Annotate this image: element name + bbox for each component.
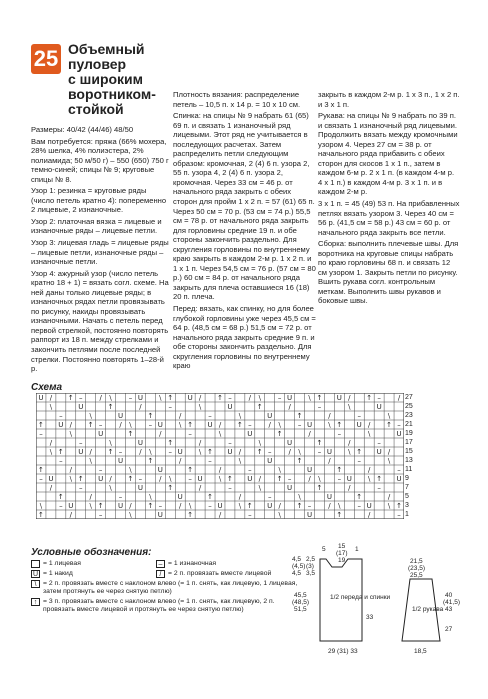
chart-stitch-symbol: – (357, 456, 361, 465)
chart-stitch-symbol: / (99, 393, 102, 402)
chart-stitch-symbol: – (208, 456, 212, 465)
chart-stitch-symbol: \ (159, 393, 162, 402)
chart-stitch-symbol: ↑ (107, 402, 114, 411)
chart-stitch-symbol: \ (258, 438, 261, 447)
chart-stitch-symbol: ↑ (77, 474, 84, 483)
chart-stitch-symbol: – (317, 447, 322, 456)
pattern-diagram (290, 541, 480, 661)
chart-stitch-symbol: U (306, 420, 313, 429)
svg-text:1: 1 (355, 546, 359, 553)
chart-stitch-symbol: \ (129, 420, 132, 429)
chart-stitch-symbol: / (198, 438, 202, 447)
chart-stitch-symbol: / (218, 510, 222, 519)
chart-stitch-symbol: / (89, 447, 92, 456)
chart-stitch-symbol: \ (368, 474, 371, 483)
chart-stitch-symbol: U (98, 474, 104, 483)
chart-stitch-symbol: U (376, 447, 382, 456)
chart-stitch-symbol: U (336, 393, 342, 402)
chart-stitch-symbol: \ (238, 411, 242, 420)
chart-stitch-symbol: U (177, 447, 183, 456)
chart-stitch-symbol: / (387, 447, 391, 456)
chart-stitch-symbol: – (307, 501, 312, 510)
chart-stitch-symbol: U (68, 501, 74, 510)
chart-stitch-symbol: – (168, 447, 173, 456)
pattern-number-badge: 25 (31, 44, 61, 74)
chart-stitch-symbol: / (49, 393, 53, 402)
chart-stitch-symbol: \ (328, 420, 331, 429)
chart-stitch-symbol: – (138, 474, 143, 483)
chart-stitch-symbol: ↑ (276, 474, 283, 483)
chart-stitch-symbol: \ (49, 447, 53, 456)
chart-stitch-symbol: ↑ (38, 420, 44, 429)
chart-stitch-symbol: – (59, 501, 63, 510)
chart-stitch-symbol: – (248, 420, 252, 429)
chart-stitch-symbol: ↑ (187, 465, 194, 474)
chart-stitch-symbol: \ (109, 483, 112, 492)
chart-stitch-symbol: U (306, 510, 313, 519)
chart-stitch-symbol: \ (69, 474, 72, 483)
chart-stitch-symbol: ↑ (336, 420, 343, 429)
chart-stitch-symbol: \ (348, 447, 351, 456)
chart-stitch-symbol: \ (387, 456, 391, 465)
chart-stitch-symbol: – (98, 510, 103, 519)
chart-stitch-symbol: – (297, 420, 302, 429)
chart-stitch-symbol: – (208, 501, 212, 510)
chart-stitch-symbol: / (139, 447, 142, 456)
chart-stitch-symbol: – (397, 510, 401, 519)
chart-stitch-symbol: U (366, 501, 372, 510)
chart-stitch-symbol: – (128, 393, 133, 402)
chart-stitch-symbol: \ (69, 429, 72, 438)
chart-stitch-symbol: ↑ (236, 420, 243, 429)
chart-stitch-symbol: / (179, 411, 182, 420)
pattern-1: Узор 1: резинка = круговые ряды (число петель кратно 4): попеременно 2 лицевые, 2 изнаночные. (31, 186, 167, 215)
chart-stitch-symbol: U (396, 474, 402, 483)
chart-stitch-symbol: \ (179, 420, 182, 429)
column-back-front (173, 90, 316, 373)
chart-stitch-symbol: \ (218, 429, 222, 438)
chart-stitch-symbol: \ (188, 501, 192, 510)
schema-title: Схема (31, 382, 63, 393)
chart-stitch-symbol: U (117, 456, 124, 465)
svg-text:(4,5): (4,5) (292, 563, 306, 570)
chart-stitch-symbol: \ (238, 501, 242, 510)
chart-stitch-symbol: – (277, 393, 282, 402)
chart-stitch-symbol: ↑ (127, 429, 134, 438)
chart-stitch-symbol: \ (89, 456, 92, 465)
chart-stitch-symbol: / (288, 402, 291, 411)
chart-stitch-symbol: \ (298, 492, 301, 501)
svg-text:40: 40 (445, 592, 453, 599)
chart-stitch-symbol: / (179, 456, 182, 465)
chart-stitch-symbol: ↑ (67, 393, 74, 402)
chart-stitch-symbol: U (287, 393, 293, 402)
chart-stitch-symbol: U (177, 492, 183, 501)
chart-stitch-symbol: U (267, 456, 273, 465)
chart-stitch-symbol: U (326, 447, 332, 456)
ssk-symbol-icon: \ (31, 580, 40, 588)
chart-stitch-symbol: ↑ (167, 438, 174, 447)
sk2p-symbol-icon: ↑ (31, 598, 40, 606)
chart-stitch-symbol: \ (278, 510, 281, 519)
chart-stitch-symbol: ↑ (187, 510, 194, 519)
chart-stitch-symbol: ↑ (316, 393, 323, 402)
chart-stitch-symbol: – (248, 510, 252, 519)
chart-stitch-symbol: – (248, 465, 252, 474)
chart-stitch-symbol: ↑ (167, 483, 174, 492)
chart-stitch-symbol: – (377, 483, 381, 492)
chart-stitch-symbol: U (287, 438, 293, 447)
chart-stitch-symbol: \ (348, 402, 351, 411)
chart-stitch-symbol: / (328, 501, 331, 510)
chart-stitch-symbol: U (137, 483, 143, 492)
svg-text:(17): (17) (336, 550, 348, 557)
chart-stitch-symbol: U (157, 420, 163, 429)
chart-stitch-symbol: U (78, 402, 84, 411)
chart-stitch-symbol: U (58, 420, 64, 429)
chart-stitch-symbol: ↑ (396, 501, 402, 510)
chart-stitch-symbol: ↑ (376, 474, 383, 483)
chart-stitch-symbol: \ (387, 501, 391, 510)
chart-stitch-symbol: / (348, 393, 351, 402)
pattern-3: Узор 3: лицевая гладь = лицевые ряды – лицевые петли, изнаночные ряды – изнаночные петли. (31, 238, 169, 267)
chart-stitch-symbol: / (198, 393, 202, 402)
chart-stitch-symbol: – (79, 438, 83, 447)
chart-stitch-symbol: ↑ (207, 447, 213, 456)
chart-stitch-symbol: ↑ (296, 411, 303, 420)
chart-stitch-symbol: U (346, 474, 352, 483)
knit-symbol-icon (31, 560, 40, 568)
chart-stitch-symbol: / (268, 420, 271, 429)
chart-stitch-symbol: ↑ (187, 420, 194, 429)
k2tog-symbol-icon: / (156, 570, 165, 578)
sleeves-continued: 3 х 1 п. = 45 (49) 53 п. На прибавленных петлях вязать узором 3. Через 40 см = 56 р. (41,5 см = 58 р.) 43 см = 60 р. от начального ряда закрыть все петли. (318, 199, 460, 237)
chart-stitch-symbol: ↑ (356, 447, 363, 456)
sizes: Размеры: 40/42 (44/46) 48/50 (31, 125, 134, 134)
chart-stitch-symbol: ↑ (386, 420, 393, 429)
chart-stitch-symbol: – (228, 393, 232, 402)
chart-stitch-symbol: \ (238, 456, 242, 465)
chart-stitch-symbol: / (308, 474, 311, 483)
chart-stitch-symbol: / (348, 438, 351, 447)
chart-stitch-symbol: – (39, 474, 43, 483)
legend-title: Условные обозначения: (31, 547, 152, 558)
chart-stitch-symbol: ↑ (227, 474, 233, 483)
chart-stitch-symbol: \ (308, 393, 311, 402)
chart-stitch-symbol: ↑ (38, 465, 44, 474)
chart-stitch-symbol: ↑ (217, 393, 223, 402)
chart-stitch-symbol: ↑ (57, 492, 64, 501)
chart-stitch-symbol: ↑ (97, 501, 104, 510)
pattern-body-label: 1/2 переда и спинки (330, 594, 391, 601)
chart-stitch-symbol: ↑ (167, 393, 174, 402)
chart-stitch-symbol: / (387, 492, 391, 501)
purl-symbol-icon: – (156, 560, 165, 568)
chart-stitch-symbol: – (377, 438, 381, 447)
svg-text:25,5: 25,5 (410, 572, 423, 579)
chart-stitch-symbol: \ (49, 402, 53, 411)
chart-stitch-symbol: – (59, 456, 63, 465)
chart-stitch-symbol: / (328, 456, 331, 465)
chart-stitch-symbol: U (267, 501, 273, 510)
chart-stitch-symbol: / (89, 492, 92, 501)
chart-stitch-symbol: \ (278, 465, 281, 474)
chart-stitch-symbol: / (368, 510, 371, 519)
chart-stitch-symbol: – (267, 447, 272, 456)
chart-stitch-symbol: / (218, 420, 222, 429)
svg-text:5: 5 (322, 546, 326, 553)
chart-stitch-symbol: – (357, 501, 361, 510)
svg-text:27: 27 (445, 626, 453, 633)
pattern-title: Объемный пуловер с широким воротником- стойкой (68, 41, 156, 117)
legend-item-ssk: \ = 2 п. провязать вместе с наклоном влево (= 1 п. снять, как лицевую, 1 лицевая, затем протянуть ее через снятую петлю) (31, 580, 301, 596)
chart-stitch-symbol: \ (109, 438, 112, 447)
back-instructions: Спинка: на спицы № 9 набрать 61 (65) 69 п. и связать 1 изнаночный ряд лицевыми. Этот ряд не учитывается в последующих расчетах. Затем распределить петли следующим образом: кромочная, 2 (4) 6 п. узора 2, 55 п. узора 4, 2 (4) 6 п. узора 2, кромочная. Через 33 см = 46 р. от начального ряда закрыть с обеих сторон для пройм 1 х 2 п. = 57 (61) 65 п. Через 50 см = 70 р. (53 см = 74 р.) 55,5 см = 78 р. от начального ряда закрыть для горловины средние 19 п. и обе стороны закончить раздельно. Для скругления горловины по внутреннему краю закрыть в каждом 2-м р. 1 х 2 п. и 1 х 1 п. Через 54,5 см = 76 р. (57 см = 80 р.) 60 см = 84 р. от начального ряда закрыть для плеча оставшиеся 16 (18) 20 п. плеча. (173, 111, 316, 302)
chart-stitch-symbol: – (397, 420, 401, 429)
chart-stitch-symbol: – (228, 438, 232, 447)
chart-stitch-symbol: ↑ (276, 429, 283, 438)
chart-stitch-symbol: U (137, 438, 143, 447)
chart-stitch-symbol: / (278, 501, 281, 510)
chart-stitch-symbol: / (288, 447, 291, 456)
chart-stitch-symbol: \ (149, 492, 152, 501)
svg-text:4,5: 4,5 (292, 570, 302, 577)
chart-stitch-symbol: \ (198, 447, 202, 456)
chart-stitch-symbol: / (328, 411, 331, 420)
chart-stitch-symbol: ↑ (147, 456, 154, 465)
knitting-chart-grid (36, 393, 404, 519)
chart-stitch-symbol: ↑ (316, 483, 323, 492)
svg-text:21,5: 21,5 (410, 558, 423, 565)
chart-stitch-symbol: U (267, 411, 273, 420)
chart-stitch-symbol: – (118, 492, 123, 501)
chart-stitch-symbol: ↑ (147, 411, 154, 420)
chart-stitch-symbol: / (69, 420, 72, 429)
density: Плотность вязания: распределение петель – 10,5 п. х 14 р. = 10 х 10 см. (173, 90, 301, 109)
chart-stitch-symbol: / (129, 501, 132, 510)
svg-text:4,5: 4,5 (292, 556, 302, 563)
chart-stitch-symbol: – (188, 474, 192, 483)
chart-stitch-symbol: U (157, 510, 163, 519)
legend-item-sk2p: ↑ = 3 п. провязать вместе с наклоном влево (= 1 п. снять, как лицевую, 2 п. провязать вместе лицевой и протянуть ее через снятую петлю) (31, 598, 301, 614)
chart-stitch-symbol: – (59, 411, 63, 420)
chart-stitch-symbol: ↑ (336, 465, 343, 474)
svg-text:51,5: 51,5 (294, 606, 307, 613)
chart-stitch-symbol: / (49, 438, 53, 447)
chart-stitch-symbol: / (109, 474, 112, 483)
chart-stitch-symbol: / (368, 465, 371, 474)
chart-stitch-symbol: ↑ (57, 447, 64, 456)
chart-stitch-symbol: U (117, 411, 124, 420)
chart-stitch-symbol: U (207, 420, 213, 429)
legend-item-k2tog: / = 2 п. провязать вместе лицевой (156, 570, 306, 578)
chart-stitch-symbol: ↑ (147, 501, 154, 510)
chart-stitch-symbol: U (187, 393, 193, 402)
chart-stitch-symbol: \ (258, 393, 261, 402)
chart-stitch-symbol: \ (149, 447, 152, 456)
chart-stitch-symbol: / (308, 429, 311, 438)
svg-text:(23,5): (23,5) (408, 565, 425, 572)
chart-stitch-symbol: ↑ (107, 447, 114, 456)
chart-stitch-symbol: – (337, 429, 342, 438)
sleeves-instructions: Рукава: на спицы № 9 набрать по 39 п. и связать 1 изнаночный ряд лицевыми. Продолжить вязать между кромочными узором 4. Через 27 см = 38 р. от начального ряда прибавить с обеих сторон для скосов 1 х 1 п., затем в каждом 6-м р. 2 х 1 п. (в каждом 4-м р. 4 х 1 п.) в каждом 4-м р. 3 х 1 п. и в каждом 2-м р. (318, 111, 458, 197)
front-instructions: Перед: вязать, как спинку, но для более глубокой горловины уже через 45,5 см = 64 р. (48,5 см = 68 р.) 51,5 см = 72 р. от начального ряда закрыть средние 9 п. и обе стороны закончить раздельно. Для скругления горловины по внутреннему краю (173, 304, 316, 371)
pattern-width-label: 29 (31) 33 (328, 648, 358, 655)
legend-item-knit: = 1 лицевая (31, 560, 151, 568)
chart-stitch-symbol: / (397, 393, 401, 402)
chart-row-numbers: 27 25 23 21 19 17 15 13 11 9 7 5 3 1 (405, 394, 413, 518)
chart-stitch-symbol: U (287, 483, 293, 492)
chart-stitch-symbol: ↑ (246, 501, 253, 510)
chart-stitch-symbol: / (159, 429, 162, 438)
chart-stitch-symbol: – (39, 429, 43, 438)
chart-stitch-symbol: U (78, 447, 84, 456)
chart-stitch-symbol: – (168, 402, 173, 411)
chart-stitch-symbol: U (137, 393, 143, 402)
chart-stitch-symbol: / (179, 501, 182, 510)
chart-stitch-symbol: – (208, 411, 212, 420)
chart-stitch-symbol: \ (278, 420, 281, 429)
chart-stitch-symbol: – (148, 420, 153, 429)
chart-stitch-symbol: / (198, 483, 202, 492)
chart-stitch-symbol: \ (89, 411, 92, 420)
chart-stitch-symbol: – (79, 483, 83, 492)
chart-stitch-symbol: ↑ (127, 474, 134, 483)
chart-stitch-symbol: – (397, 465, 401, 474)
chart-stitch-symbol: U (157, 465, 163, 474)
chart-stitch-symbol: – (228, 483, 232, 492)
chart-stitch-symbol: ↑ (256, 447, 263, 456)
column-sleeves (318, 90, 460, 308)
svg-text:(3): (3) (306, 563, 314, 570)
chart-stitch-symbol: – (98, 465, 103, 474)
chart-stitch-symbol: U (356, 420, 362, 429)
svg-text:15: 15 (338, 543, 346, 550)
chart-stitch-symbol: U (247, 429, 253, 438)
chart-stitch-symbol: U (247, 474, 253, 483)
chart-stitch-symbol: – (317, 402, 322, 411)
chart-stitch-symbol: ↑ (256, 402, 263, 411)
chart-stitch-symbol: / (119, 420, 122, 429)
chart-stitch-symbol: \ (218, 474, 222, 483)
chart-stitch-symbol: / (69, 465, 72, 474)
chart-stitch-symbol: U (376, 402, 382, 411)
chart-stitch-symbol: / (218, 465, 222, 474)
chart-stitch-symbol: \ (387, 411, 391, 420)
chart-stitch-symbol: \ (129, 510, 132, 519)
svg-text:2,5: 2,5 (306, 556, 316, 563)
chart-stitch-symbol: – (118, 447, 123, 456)
chart-stitch-symbol: U (326, 492, 332, 501)
chart-stitch-symbol: / (248, 393, 252, 402)
chart-stitch-symbol: U (48, 474, 54, 483)
legend-item-yarn-over: U = 1 накид (32, 570, 73, 578)
svg-text:3,5: 3,5 (306, 570, 316, 577)
chart-stitch-symbol: U (197, 474, 203, 483)
chart-stitch-symbol: ↑ (366, 393, 373, 402)
chart-stitch-symbol: – (377, 393, 381, 402)
svg-text:33: 33 (366, 614, 374, 621)
chart-stitch-symbol: ↑ (316, 438, 323, 447)
column-materials (31, 125, 171, 376)
chart-stitch-symbol: \ (198, 402, 202, 411)
chart-stitch-symbol: / (238, 492, 242, 501)
chart-stitch-symbol: \ (169, 474, 172, 483)
svg-text:45,5: 45,5 (294, 592, 307, 599)
assembly-instructions: Сборка: выполнить плечевые швы. Для воротника на круговые спицы набрать по краю горловины 68 п. и связать 12 см узором 1. Закрыть петли по рисунку. Вшить рукава согл. контрольным меткам. Выполнить швы рукавов и боковые швы. (318, 239, 459, 306)
pattern-2: Узор 2: платочная вязка = лицевые и изнаночные ряды – лицевые петли. (31, 216, 162, 236)
chart-stitch-symbol: – (98, 420, 103, 429)
chart-stitch-symbol: \ (368, 429, 371, 438)
chart-stitch-symbol: \ (129, 465, 132, 474)
yarn-over-symbol-icon: U (32, 571, 39, 578)
chart-stitch-symbol: – (337, 474, 342, 483)
chart-stitch-symbol: U (306, 465, 313, 474)
chart-stitch-symbol: ↑ (296, 501, 303, 510)
chart-stitch-symbol: \ (298, 447, 301, 456)
svg-text:43: 43 (445, 606, 453, 613)
chart-stitch-symbol: / (49, 483, 53, 492)
svg-text:(48,5): (48,5) (292, 599, 309, 606)
chart-stitch-symbol: / (258, 474, 261, 483)
chart-stitch-symbol: – (267, 492, 272, 501)
chart-stitch-symbol: U (38, 393, 44, 402)
chart-stitch-symbol: \ (109, 393, 112, 402)
chart-stitch-symbol: U (227, 447, 233, 456)
chart-stitch-symbol: U (227, 402, 233, 411)
materials: Вам потребуется: пряжа (66% мохера, 28% шелка, 4% полиэстера, 2% полиамида; 50 м/50 г) – 550 (650) 750 г темно-синей; спицы № 9; круговые спицы № 8. (31, 136, 169, 184)
chart-stitch-symbol: ↑ (87, 420, 94, 429)
chart-stitch-symbol: / (238, 447, 242, 456)
chart-stitch-symbol: / (368, 420, 371, 429)
chart-stitch-symbol: \ (89, 501, 92, 510)
pattern-4: Узор 4: ажурный узор (число петель кратно 18 + 1) = вязать согл. схеме. На ней даны только лицевые ряды; в изнаночных рядах петли провязывать по рисунку, накиды провязывать изнаночными. Начать с петель перед первой стрелкой, постоянно повторять раппорт из 18 п. между стрелками и закончить петлями после последней стрелки. Постоянно повторять 1–28-й р. (31, 268, 169, 374)
chart-stitch-symbol: / (348, 483, 351, 492)
chart-stitch-symbol: \ (258, 483, 261, 492)
pattern-sleeve-width: 18,5 (414, 648, 427, 655)
chart-stitch-symbol: ↑ (207, 492, 213, 501)
chart-stitch-symbol: – (79, 393, 83, 402)
chart-stitch-symbol: ↑ (356, 492, 363, 501)
chart-stitch-symbol: – (287, 474, 292, 483)
chart-stitch-symbol: ↑ (296, 456, 303, 465)
pattern-sleeve-label: 1/2 рукава (412, 606, 444, 613)
chart-stitch-symbol: / (139, 402, 142, 411)
chart-stitch-symbol: / (159, 474, 162, 483)
chart-stitch-symbol: ↑ (38, 510, 44, 519)
chart-stitch-symbol: – (188, 429, 192, 438)
chart-stitch-symbol: / (69, 510, 72, 519)
svg-text:(41,5): (41,5) (443, 599, 460, 606)
front-continued: закрыть в каждом 2-м р. 1 х 3 п., 1 х 2 п. и 3 х 1 п. (318, 90, 460, 109)
chart-stitch-symbol: \ (318, 474, 321, 483)
chart-stitch-symbol: U (396, 429, 402, 438)
chart-stitch-symbol: U (117, 501, 124, 510)
chart-stitch-symbol: ↑ (336, 510, 343, 519)
chart-stitch-symbol: – (158, 501, 163, 510)
chart-stitch-symbol: U (98, 429, 104, 438)
svg-text:19: 19 (338, 557, 346, 564)
chart-stitch-symbol: U (217, 501, 223, 510)
chart-stitch-symbol: \ (39, 501, 43, 510)
chart-stitch-symbol: – (357, 411, 361, 420)
chart-stitch-symbol: \ (338, 501, 341, 510)
legend-item-purl: – = 1 изнаночная (156, 560, 306, 568)
